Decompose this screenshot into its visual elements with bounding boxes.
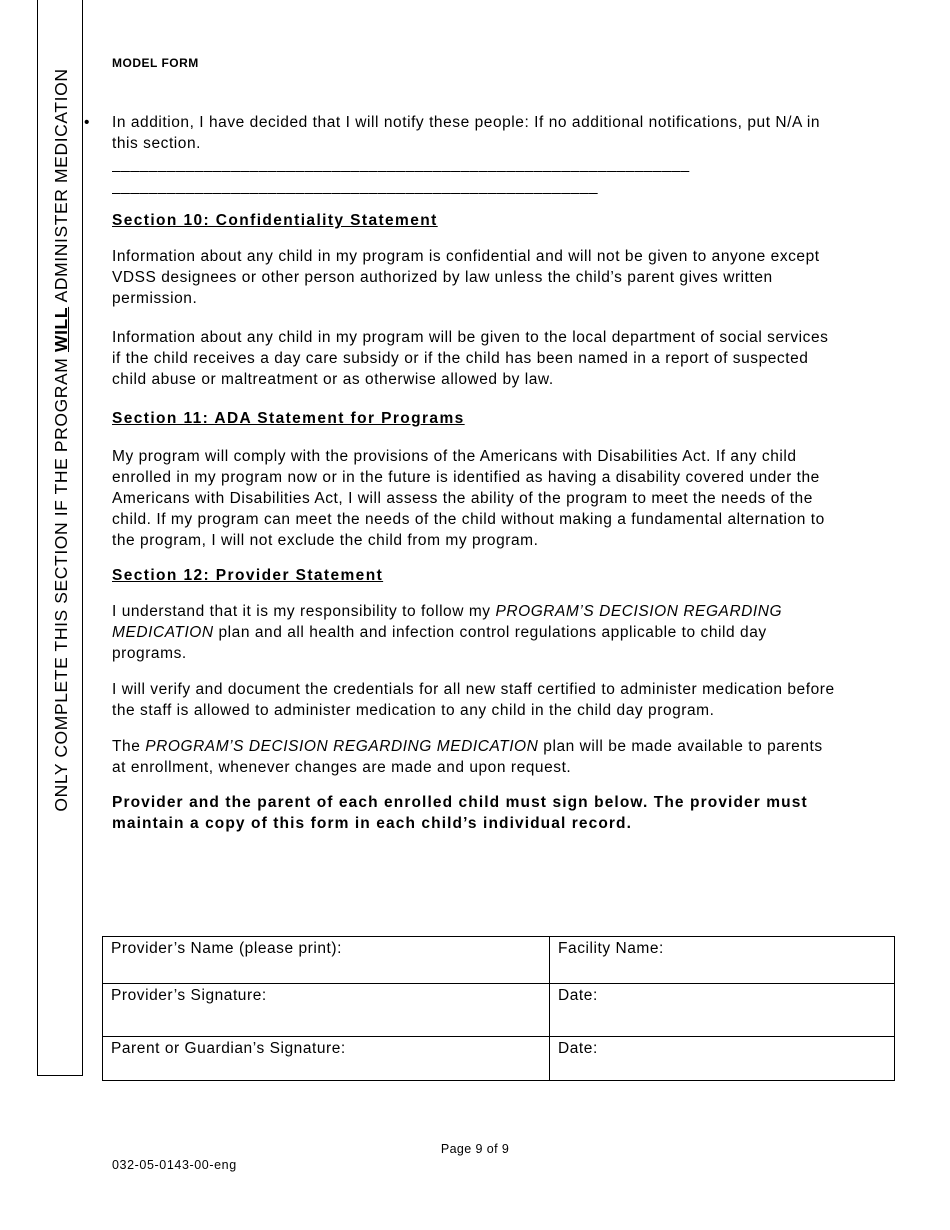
section-12-paragraph-1 bbox=[112, 601, 840, 664]
section-11-paragraph-1: My program will comply with the provisions of the Americans with Disabilities Act. If any child enrolled in my program now or in the future is identified as having a disability covered under the Americans with Disabilities Act, I will assess the ability of the program to meet the needs of the child. If my program can meet the needs of the child without making a fundamental alternation to the program, I will not exclude the child from my program. bbox=[112, 448, 825, 549]
notify-text: In addition, I have decided that I will notify these people: If no additional notifications, put N/A in this section. bbox=[112, 114, 821, 152]
form-code: 032-05-0143-00-eng bbox=[112, 1158, 237, 1172]
section-12-p1-text-b: plan and all health and infection control regulations applicable to child day programs. bbox=[112, 624, 767, 662]
signature-instruction: Provider and the parent of each enrolled child must sign below. The provider must maintain a copy of this form in each child’s individual record. bbox=[112, 794, 808, 832]
signature-table bbox=[102, 936, 895, 1081]
table-row bbox=[103, 984, 895, 1037]
guardian-signature-field[interactable]: Parent or Guardian’s Signature: bbox=[103, 1037, 550, 1081]
side-banner-after: ADMINISTER MEDICATION bbox=[51, 68, 71, 307]
notify-blank-line-2[interactable]: _____________________________________________________ bbox=[112, 178, 599, 195]
section-12-p3-text-b: plan will be made available to parents at enrollment, whenever changes are made and upon request. bbox=[112, 738, 823, 776]
section-12-title: Section 12: Provider Statement bbox=[112, 567, 384, 584]
facility-name-field[interactable]: Facility Name: bbox=[550, 937, 895, 984]
section-12-p3-emphasis: PROGRAM’S DECISION REGARDING MEDICATION bbox=[145, 738, 539, 755]
table-row bbox=[103, 937, 895, 984]
section-11-title: Section 11: ADA Statement for Programs bbox=[112, 410, 465, 427]
section-12-p1-text-a: I understand that it is my responsibility to follow my bbox=[112, 603, 496, 620]
section-12-paragraph-2: I will verify and document the credentials for all new staff certified to administer medication before the staff is allowed to administer medication to any child in the child day program. bbox=[112, 681, 835, 719]
section-10-paragraph-1: Information about any child in my program is confidential and will not be given to anyone except VDSS designees or other person authorized by law unless the child’s parent gives written permission. bbox=[112, 248, 820, 307]
notify-blank-line-1[interactable]: _______________________________________________________________ bbox=[112, 156, 690, 173]
form-content bbox=[84, 112, 840, 834]
side-banner-emphasis: WILL bbox=[51, 306, 71, 353]
provider-signature-field[interactable]: Provider’s Signature: bbox=[103, 984, 550, 1037]
table-row bbox=[103, 1037, 895, 1081]
bullet-icon: • bbox=[84, 114, 90, 131]
provider-name-field[interactable]: Provider’s Name (please print): bbox=[103, 937, 550, 984]
notify-bullet bbox=[56, 112, 840, 198]
model-form-label: MODEL FORM bbox=[112, 56, 199, 70]
page-number: Page 9 of 9 bbox=[440, 1142, 510, 1156]
section-12-p1-emphasis: PROGRAM’S DECISION REGARDING MEDICATION bbox=[112, 603, 783, 641]
section-10-paragraph-2: Information about any child in my program will be given to the local department of social services if the child receives a day care subsidy or if the child has been named in a report of suspected child abuse or maltreatment or as otherwise allowed by law. bbox=[112, 329, 829, 388]
section-10-title: Section 10: Confidentiality Statement bbox=[112, 212, 438, 229]
side-banner-before: ONLY COMPLETE THIS SECTION IF THE PROGRAM bbox=[51, 352, 71, 812]
section-12-p3-text-a: The bbox=[112, 738, 146, 755]
section-12-paragraph-3 bbox=[112, 736, 840, 778]
provider-date-field[interactable]: Date: bbox=[550, 984, 895, 1037]
guardian-date-field[interactable]: Date: bbox=[550, 1037, 895, 1081]
